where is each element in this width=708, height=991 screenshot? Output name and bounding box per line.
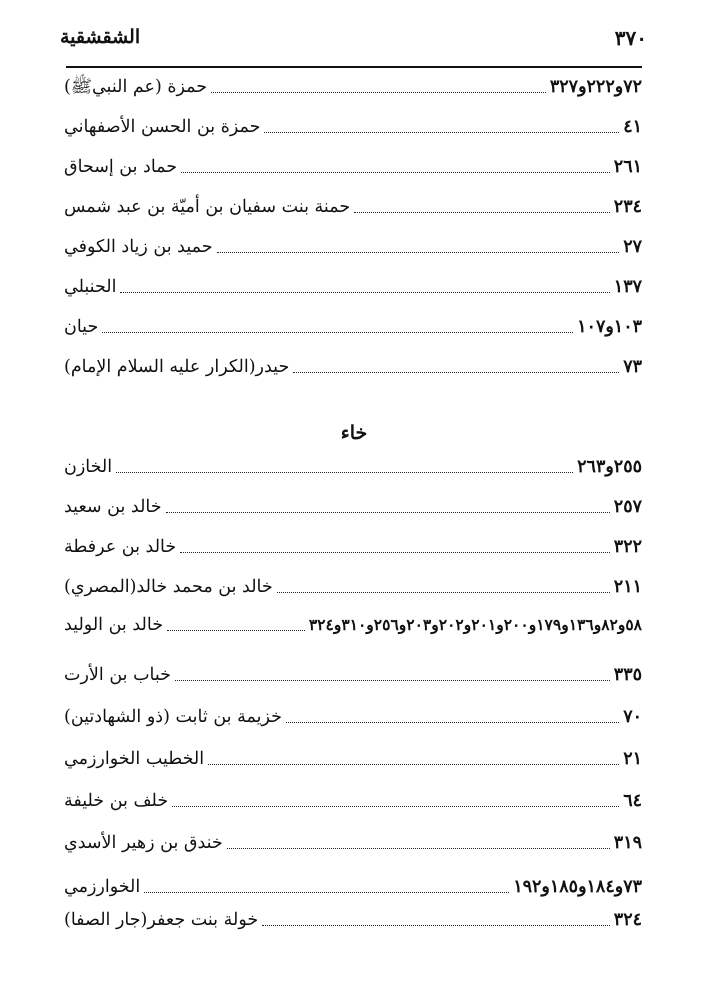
entry-pages: ٣١٩ <box>613 833 642 853</box>
index-entry <box>64 312 642 342</box>
entry-name: الخوارزمي <box>64 877 141 897</box>
dot-leader <box>175 680 610 681</box>
index-entry <box>64 702 642 732</box>
page-number: ٣٧٠ <box>614 26 647 50</box>
dot-leader <box>262 925 610 926</box>
index-entry <box>64 112 642 142</box>
index-entry <box>64 492 642 522</box>
entry-pages: ١٣٧ <box>613 277 642 297</box>
entry-name: خلف بن خليفة <box>64 791 169 811</box>
index-entry <box>64 786 642 816</box>
index-entry <box>64 905 642 935</box>
entry-name: خولة بنت جعفر(جار الصفا) <box>64 910 259 930</box>
entry-pages: ٢٣٤ <box>613 197 642 217</box>
entry-pages: ٢٧ <box>623 237 642 257</box>
entry-pages: ٥٨و٨٢و١٣٦و١٧٩و٢٠٠و٢٠١و٢٠٢و٢٠٣و٢٥٦و٣١٠و٣٢٤ <box>308 615 642 634</box>
entry-name: خباب بن الأرت <box>64 665 171 685</box>
index-entry <box>64 572 642 602</box>
index-entry <box>64 452 642 482</box>
dot-leader <box>264 132 619 133</box>
entry-name: خالد بن سعيد <box>64 497 162 517</box>
entry-pages: ٢٥٥و٢٦٣ <box>577 457 642 477</box>
index-entry <box>64 532 642 562</box>
entry-pages: ٣٢٢ <box>613 537 642 557</box>
entry-name: حماد بن إسحاق <box>64 157 178 177</box>
dot-leader <box>166 512 610 513</box>
entry-name: حميد بن زياد الكوفي <box>64 237 213 257</box>
entry-pages: ٢٥٧ <box>613 497 642 517</box>
dot-leader <box>277 592 610 593</box>
entry-pages: ٢٦١ <box>613 157 642 177</box>
dot-leader <box>211 92 546 93</box>
entry-pages: ٢١١ <box>613 577 642 597</box>
entry-name: حيدر(الكرار عليه السلام الإمام) <box>64 357 290 377</box>
dot-leader <box>354 212 610 213</box>
entry-pages: ٣٢٤ <box>613 910 642 930</box>
entry-name: الخازن <box>64 457 113 477</box>
index-entry <box>64 610 642 640</box>
entry-pages: ٧٢و٢٢٢و٣٢٧ <box>549 77 642 97</box>
entry-pages: ١٠٣و١٠٧ <box>577 317 642 337</box>
entry-name: الحنبلي <box>64 277 117 297</box>
index-entry <box>64 152 642 182</box>
index-entry <box>64 192 642 222</box>
entry-pages: ٧٣ <box>623 357 642 377</box>
dot-leader <box>286 722 619 723</box>
entry-name: خالد بن محمد خالد(المصري) <box>64 577 273 597</box>
entry-name: الخطيب الخوارزمي <box>64 749 205 769</box>
index-entry <box>64 272 642 302</box>
entry-name: حيان <box>64 317 99 337</box>
section-heading: خاء <box>340 422 368 444</box>
dot-leader <box>180 552 610 553</box>
dot-leader <box>172 806 619 807</box>
dot-leader <box>167 630 305 631</box>
dot-leader <box>120 292 609 293</box>
entry-name: خالد بن الوليد <box>64 615 164 635</box>
running-title: الشقشقية <box>60 26 141 48</box>
entry-pages: ٧٣و١٨٤و١٨٥و١٩٢ <box>513 877 642 897</box>
index-entry <box>64 352 642 382</box>
entry-name: حمنة بنت سفيان بن أميّة بن عبد شمس <box>64 197 351 217</box>
dot-leader <box>116 472 573 473</box>
dot-leader <box>102 332 573 333</box>
entry-name: حمزة (عم النبيﷺ) <box>64 77 208 97</box>
entry-name: خزيمة بن ثابت (ذو الشهادتين) <box>64 707 282 727</box>
dot-leader <box>208 764 619 765</box>
entry-pages: ٧٠ <box>623 707 642 727</box>
entry-pages: ٦٤ <box>623 791 642 811</box>
entry-pages: ٣٣٥ <box>613 665 642 685</box>
entry-name: خندق بن زهير الأسدي <box>64 833 223 853</box>
dot-leader <box>181 172 610 173</box>
dot-leader <box>293 372 619 373</box>
index-entry <box>64 72 642 102</box>
entry-name: خالد بن عرفطة <box>64 537 177 557</box>
index-entry <box>64 232 642 262</box>
index-entry <box>64 744 642 774</box>
index-entry <box>64 828 642 858</box>
dot-leader <box>217 252 620 253</box>
index-entry <box>64 872 642 902</box>
entry-name: حمزة بن الحسن الأصفهاني <box>64 117 261 137</box>
entry-pages: ٢١ <box>623 749 642 769</box>
index-entry <box>64 660 642 690</box>
dot-leader <box>227 848 610 849</box>
dot-leader <box>144 892 509 893</box>
entry-pages: ٤١ <box>623 117 642 137</box>
